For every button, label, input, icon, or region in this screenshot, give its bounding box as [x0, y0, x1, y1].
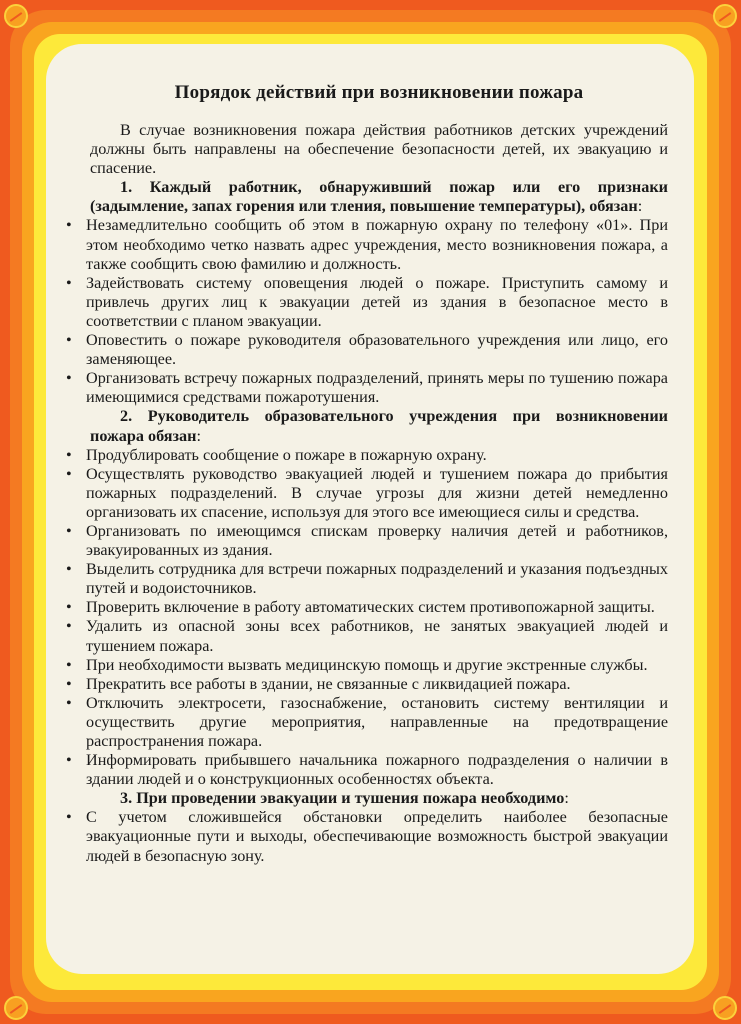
- document-body: [66, 121, 668, 866]
- list-item: • Выделить сотрудника для встречи пожарных подразделений и указания подъездных путей и водоисточников.: [66, 560, 668, 598]
- bullet-icon: •: [66, 751, 72, 770]
- intro-paragraph: В случае возникновения пожара действия работников детских учреждений должны быть направлены на обеспечение безопасности детей, их эвакуацию и спасение.: [90, 121, 668, 178]
- document-sheet: [46, 44, 694, 974]
- list-item: • Организовать по имеющимся спискам проверку наличия детей и работников, эвакуированных из здания.: [66, 521, 668, 560]
- bullet-icon: •: [66, 369, 72, 388]
- corner-ornament-icon: [4, 996, 28, 1020]
- section-3-heading: 3. При проведении эвакуации и тушения пожара необходимо:: [120, 789, 569, 808]
- list-item: • С учетом сложившейся обстановки определить наиболее безопасные эвакуационные пути и выходы, обеспечивающие возможность быстрой эвакуации людей в безопасную зону.: [66, 808, 668, 865]
- section-1-heading: 1. Каждый работник, обнаруживший пожар или его признаки (задымление, запах горения или тления, повышение температуры), обязан:: [90, 178, 668, 216]
- corner-ornament-icon: [713, 4, 737, 28]
- bullet-icon: •: [66, 445, 72, 464]
- list-item: • Незамедлительно сообщить об этом в пожарную охрану по телефону «01». При этом необходимо четко назвать адрес учреждения, место возникновения пожара, а также сообщить свою фамилию и должность.: [66, 216, 668, 273]
- list-item: • При необходимости вызвать медицинскую помощь и другие экстренные службы.: [66, 655, 648, 674]
- bullet-icon: •: [66, 674, 72, 693]
- page-title: Порядок действий при возникновении пожара: [174, 82, 584, 103]
- section-3-list: [66, 808, 668, 865]
- bullet-icon: •: [66, 331, 72, 350]
- bullet-icon: •: [66, 464, 72, 483]
- bullet-icon: •: [66, 216, 72, 235]
- list-item: • Осуществлять руководство эвакуацией людей и тушением пожара до прибытия пожарных подразделений. В случае угрозы для жизни детей немедленно организовать их спасение, используя для этого все имеющиеся силы и средства.: [66, 464, 668, 521]
- bullet-icon: •: [66, 617, 72, 636]
- corner-ornament-icon: [713, 996, 737, 1020]
- section-2-heading: 2. Руководитель образовательного учреждения при возникновении пожара обязан:: [90, 407, 668, 445]
- bullet-icon: •: [66, 521, 72, 540]
- list-item: • Оповестить о пожаре руководителя образовательного учреждения или лицо, его заменяющее.: [66, 331, 668, 369]
- list-item: • Организовать встречу пожарных подразделений, принять меры по тушению пожара имеющимися средствами пожаротушения.: [66, 369, 668, 407]
- list-item: • Задействовать систему оповещения людей о пожаре. Приступить самому и привлечь других лиц к эвакуации детей из здания в безопасное место в соответствии с планом эвакуации.: [66, 273, 668, 330]
- bullet-icon: •: [66, 273, 72, 292]
- section-1-list: [66, 216, 668, 407]
- bullet-icon: •: [66, 560, 72, 579]
- section-2-list: [66, 445, 668, 790]
- list-item: • Отключить электросети, газоснабжение, остановить систему вентиляции и осуществить другие мероприятия, направленные на предотвращение распространения пожара.: [66, 693, 668, 750]
- list-item: • Проверить включение в работу автоматических систем противопожарной защиты.: [66, 598, 655, 617]
- list-item: • Продублировать сообщение о пожаре в пожарную охрану.: [66, 445, 487, 464]
- bullet-icon: •: [66, 808, 72, 827]
- list-item: • Удалить из опасной зоны всех работников, не занятых эвакуацией людей и тушением пожара.: [66, 617, 668, 655]
- bullet-icon: •: [66, 655, 72, 674]
- bullet-icon: •: [66, 693, 72, 712]
- list-item: • Прекратить все работы в здании, не связанные с ликвидацией пожара.: [66, 674, 571, 693]
- list-item: • Информировать прибывшего начальника пожарного подразделения о наличии в здании людей и о конструкционных особенностях объекта.: [66, 751, 668, 789]
- bullet-icon: •: [66, 598, 72, 617]
- corner-ornament-icon: [4, 4, 28, 28]
